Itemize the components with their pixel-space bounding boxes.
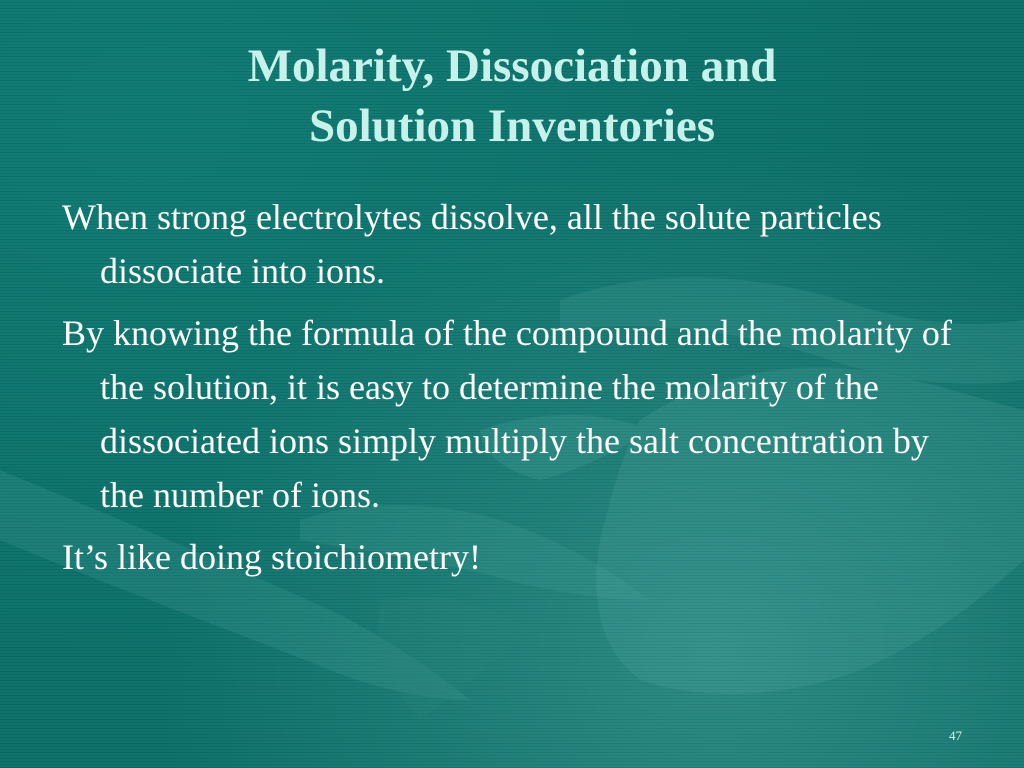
- slide-title-line-1: Molarity, Dissociation and: [247, 40, 777, 92]
- slide-title: [0, 36, 1024, 156]
- slide-title-line-2: Solution Inventories: [308, 100, 716, 152]
- page-number: 47: [949, 728, 962, 743]
- bullet-list: [62, 190, 972, 592]
- bullet-item-1: When strong electrolytes dissolve, all the solute particles dissociate into ions.: [62, 197, 882, 291]
- bullet-item-3: It’s like doing stoichiometry!: [62, 537, 481, 577]
- bullet-item-2: By knowing the formula of the compound and the molarity of the solution, it is easy to determine the molarity of the dissociated ions simply multiply the salt concentration by the number of ions.: [62, 313, 952, 515]
